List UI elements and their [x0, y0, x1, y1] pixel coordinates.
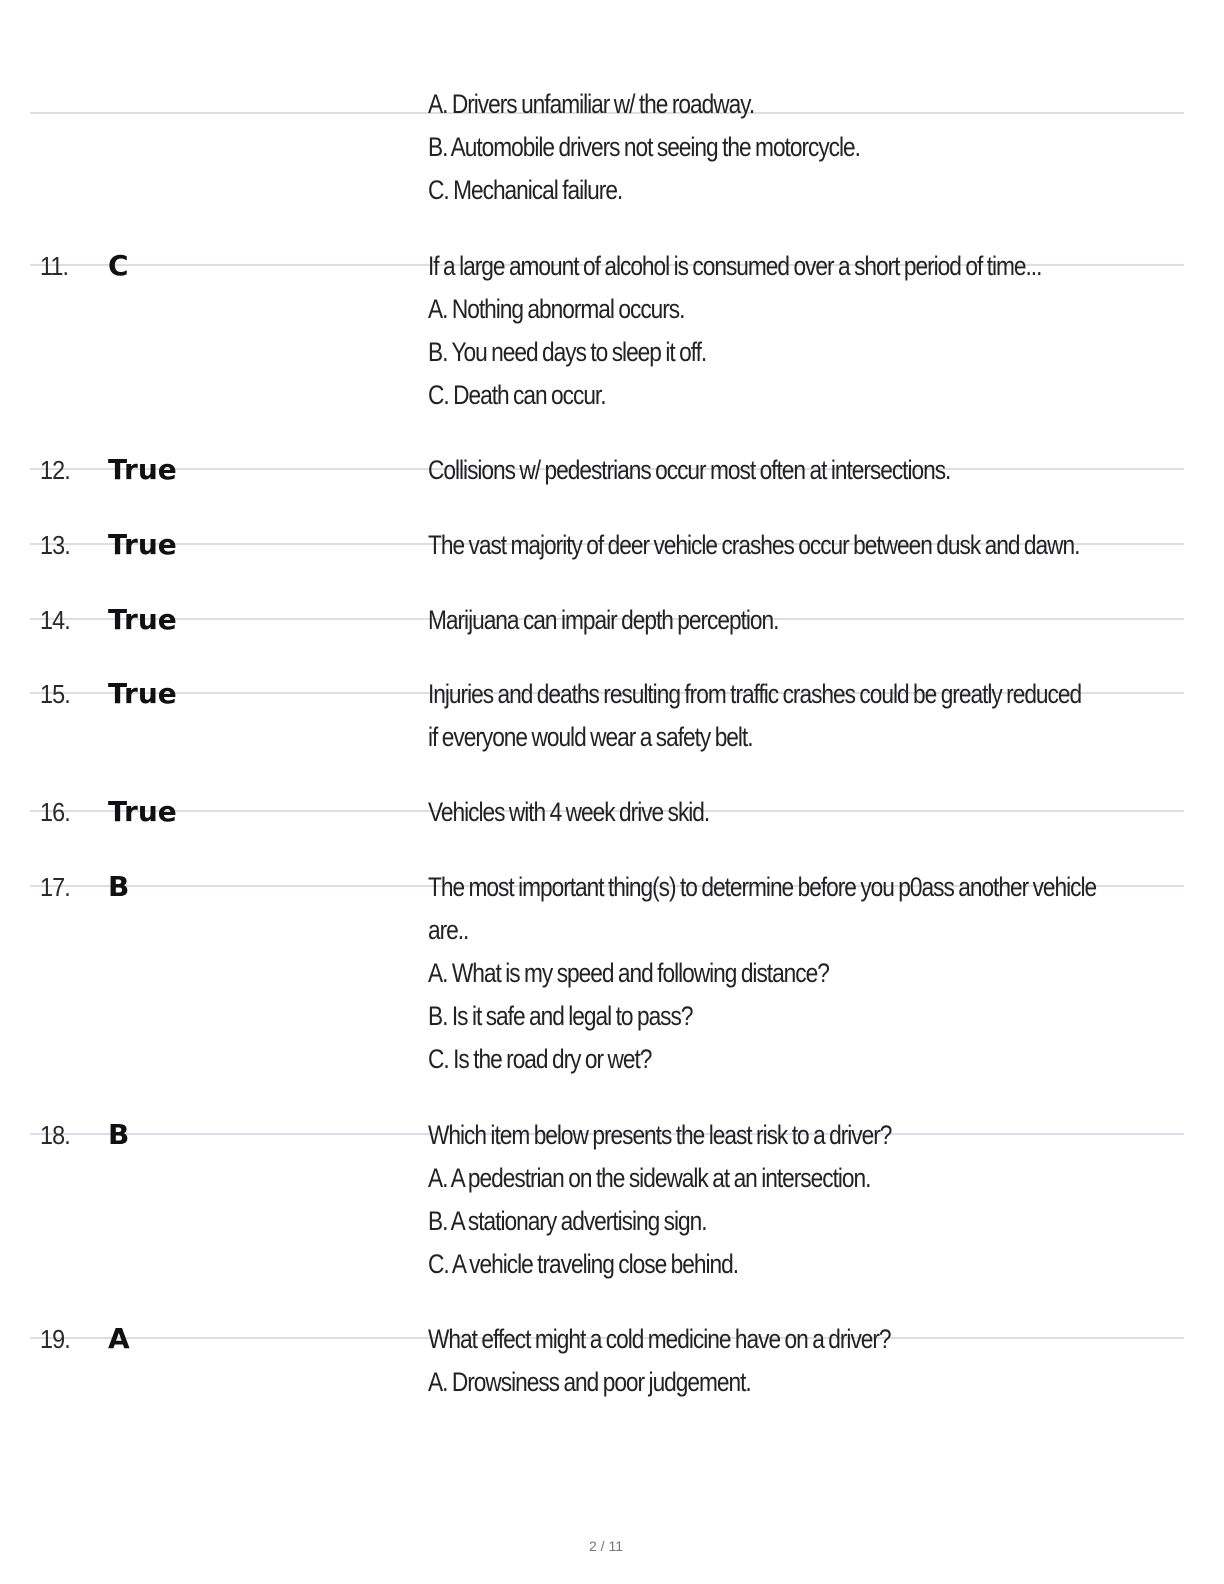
question-text: Collisions w/ pedestrians occur most often at intersections. — [428, 455, 951, 485]
question-text: Marijuana can impair depth perception. — [428, 605, 779, 635]
answer: True — [108, 677, 177, 710]
choice-q10-c: C. Mechanical failure. — [428, 175, 623, 205]
choice-q17-b: B. Is it safe and legal to pass? — [428, 1001, 693, 1031]
answer: A — [108, 1322, 130, 1355]
choice-q18-c: C. A vehicle traveling close behind. — [428, 1249, 739, 1279]
question-text-cont: if everyone would wear a safety belt. — [428, 722, 753, 752]
answer: True — [108, 528, 177, 561]
choice-q18-a: A. A pedestrian on the sidewalk at an intersection. — [428, 1163, 871, 1193]
question-number: 11. — [40, 251, 69, 281]
choice-q10-a: A. Drivers unfamiliar w/ the roadway. — [428, 89, 755, 119]
question-text-cont: are.. — [428, 915, 469, 945]
question-number: 17. — [40, 872, 70, 902]
question-text: Injuries and deaths resulting from traffic crashes could be greatly reduced — [428, 679, 1082, 709]
question-number: 14. — [40, 605, 70, 635]
question-number: 12. — [40, 455, 70, 485]
choice-q17-a: A. What is my speed and following distance? — [428, 958, 829, 988]
page-number: 2 / 11 — [589, 1538, 623, 1554]
question-text: The most important thing(s) to determine before you p0ass another vehicle — [428, 872, 1097, 902]
answer: B — [108, 870, 130, 903]
question-number: 19. — [40, 1324, 70, 1354]
choice-q17-c: C. Is the road dry or wet? — [428, 1044, 652, 1074]
answer: B — [108, 1118, 130, 1151]
choice-q19-a: A. Drowsiness and poor judgement. — [428, 1367, 751, 1397]
choice-q10-b: B. Automobile drivers not seeing the motorcycle. — [428, 132, 860, 162]
question-number: 16. — [40, 797, 70, 827]
choice-q11-c: C. Death can occur. — [428, 380, 606, 410]
question-text: Which item below presents the least risk to a driver? — [428, 1120, 892, 1150]
question-number: 13. — [40, 530, 70, 560]
answer: C — [108, 249, 129, 282]
question-text: If a large amount of alcohol is consumed over a short period of time... — [428, 251, 1042, 281]
answer: True — [108, 603, 177, 636]
question-text: Vehicles with 4 week drive skid. — [428, 797, 710, 827]
answer: True — [108, 795, 177, 828]
question-number: 18. — [40, 1120, 70, 1150]
question-number: 15. — [40, 679, 70, 709]
question-text: The vast majority of deer vehicle crashes occur between dusk and dawn. — [428, 530, 1080, 560]
choice-q11-a: A. Nothing abnormal occurs. — [428, 294, 685, 324]
answer: True — [108, 453, 177, 486]
choice-q11-b: B. You need days to sleep it off. — [428, 337, 707, 367]
choice-q18-b: B. A stationary advertising sign. — [428, 1206, 707, 1236]
question-text: What effect might a cold medicine have on a driver? — [428, 1324, 891, 1354]
